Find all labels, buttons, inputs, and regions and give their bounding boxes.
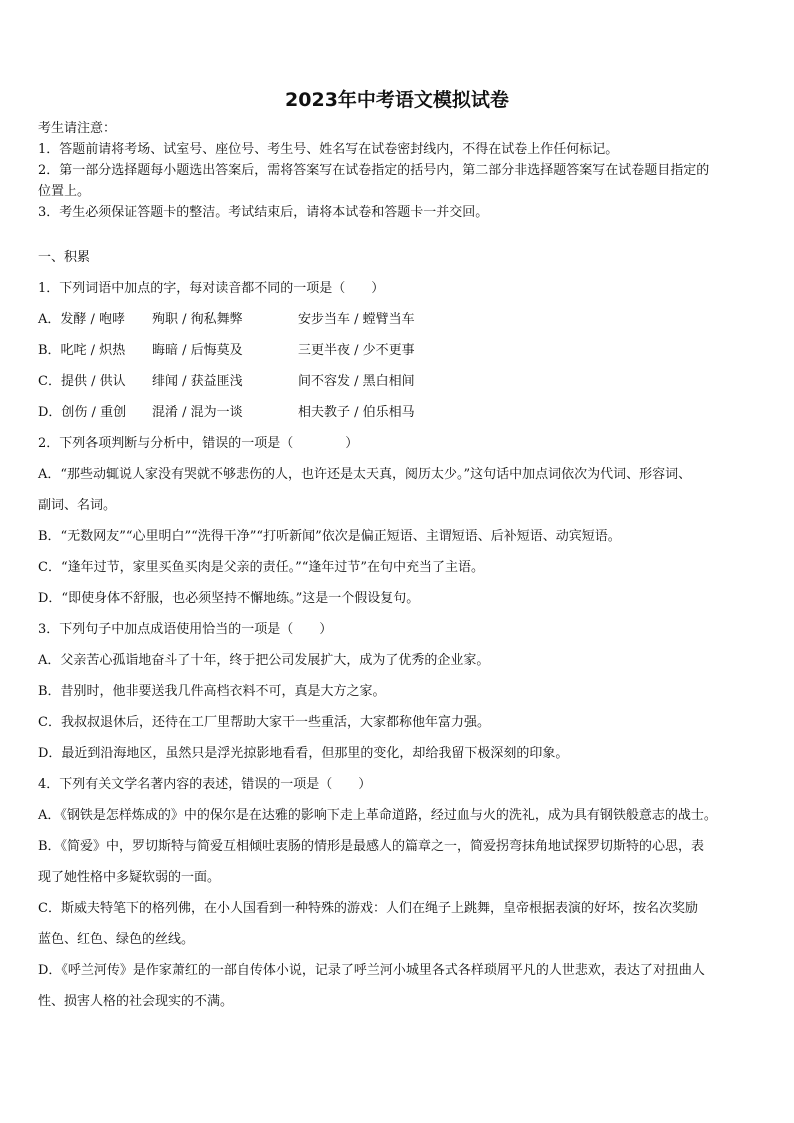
option-word-pair: 安步当车 / 螳臂当车 [298,312,415,327]
notice-item: 位置上。 [38,184,91,199]
question-1-option-c [38,366,760,397]
notice-item: 3．考生必须保证答题卡的整洁。考试结束后，请将本试卷和答题卡一并交回。 [38,205,489,220]
questions [38,242,760,1017]
question-2-line: 副词、名词。 [38,498,117,513]
question-2-stem: 2．下列各项判断与分析中，错误的一项是（ ） [38,436,359,451]
option-word-pair: 绯闻 / 获益匪浅 [152,374,243,389]
option-word-pair: A．发酵 / 咆哮 [38,312,126,327]
question-4-line: 性、损害人格的社会现实的不满。 [38,994,234,1009]
question-2-line: C．“逢年过节，家里买鱼买肉是父亲的责任。”“逢年过节”在句中充当了主语。 [38,560,485,575]
section-heading: 一、积累 [38,250,91,265]
notice-item: 2．第一部分选择题每小题选出答案后，需将答案写在试卷指定的括号内，第二部分非选择题答案写在试卷题目指定的 [38,163,710,178]
question-4-line: C．斯威夫特笔下的格列佛，在小人国看到一种特殊的游戏：人们在绳子上跳舞，皇帝根据表演的好坏，按名次奖励 [38,901,698,916]
question-1-option-d [38,397,760,428]
question-2-line: B．“无数网友”“心里明白”“洗得干净”“打听新闻”依次是偏正短语、主谓短语、后补短语、动宾短语。 [38,529,621,544]
option-word-pair: 间不容发 / 黑白相间 [298,374,415,389]
notice-heading: 考生请注意： [38,121,117,136]
option-word-pair: B．叱咤 / 炽热 [38,343,126,358]
exam-notice [38,118,758,223]
question-3-line: A．父亲苦心孤诣地奋斗了十年，终于把公司发展扩大，成为了优秀的企业家。 [38,653,490,668]
option-word-pair: C．提供 / 供认 [38,374,126,389]
notice-item: 1．答题前请将考场、试室号、座位号、考生号、姓名写在试卷密封线内，不得在试卷上作任何标记。 [38,142,619,157]
question-4-stem: 4．下列有关文学名著内容的表述，错误的一项是（ ） [38,777,372,792]
question-3-line: D．最近到沿海地区，虽然只是浮光掠影地看看，但那里的变化，却给我留下极深刻的印象。 [38,746,569,761]
option-word-pair: 相夫教子 / 伯乐相马 [298,405,415,420]
question-4-line: 蓝色、红色、绿色的丝线。 [38,932,195,947]
question-1-stem: 1．下列词语中加点的字，每对读音都不同的一项是（ ） [38,281,385,296]
question-3-line: C．我叔叔退休后，还待在工厂里帮助大家干一些重活，大家都称他年富力强。 [38,715,490,730]
question-2-line: D．“即使身体不舒服，也必须坚持不懈地练。”这是一个假设复句。 [38,591,420,606]
question-4-line: D．《呼兰河传》是作家萧红的一部自传体小说，记录了呼兰河小城里各式各样琐屑平凡的人世悲欢，表达了对扭曲人 [38,963,705,978]
question-1-option-b [38,335,760,366]
option-word-pair: 三更半夜 / 少不更事 [298,343,415,358]
question-3-line: B．昔别时，他非要送我几件高档衣料不可，真是大方之家。 [38,684,386,699]
question-3-stem: 3．下列句子中加点成语使用恰当的一项是（ ） [38,622,333,637]
question-2-line: A．“那些动辄说人家没有哭就不够悲伤的人，也许还是太天真，阅历太少。”这句话中加点词依次为代词、形容词、 [38,467,692,482]
option-word-pair: 殉职 / 徇私舞弊 [152,312,243,327]
question-4-line: A．《钢铁是怎样炼成的》中的保尔是在达雅的影响下走上革命道路，经过血与火的洗礼，成为具有钢铁般意志的战士。 [38,808,717,823]
question-4-line: B．《简爱》中，罗切斯特与简爱互相倾吐衷肠的情形是最感人的篇章之一，简爱拐弯抹角地试探罗切斯特的心思，表 [38,839,705,854]
question-4-line: 现了她性格中多疑软弱的一面。 [38,870,221,885]
option-word-pair: 混淆 / 混为一谈 [152,405,243,420]
option-word-pair: 晦暗 / 后悔莫及 [152,343,243,358]
option-word-pair: D．创伤 / 重创 [38,405,127,420]
question-1-option-a [38,304,760,335]
page-title: 2023年中考语文模拟试卷 [285,89,509,111]
